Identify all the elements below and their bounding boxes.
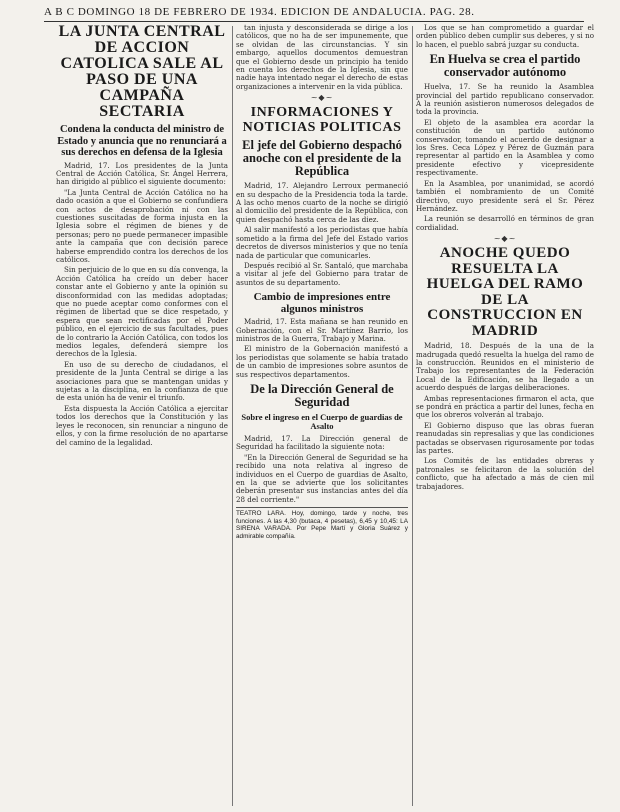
- paragraph: Al salir manifestó a los periodistas que había sometido a la firma del Jefe del Estado varios decretos de diversos ministerios y que no tenía nada de particular que comunicarles.: [236, 225, 408, 260]
- paragraph: Sin perjuicio de lo que en su día convenga, la Acción Católica ha creído un deber hacer constar ante el Gobierno y ante la opinión su disconformidad con las medidas adoptadas; que no puede aceptar como conformes con el régimen de libertad que se dice respetado, y espera que sean rectificadas por el Poder público, en el ejercicio de sus facultades, pues de lo contrario la Acción Católica, con todos los medios legales, defenderá siempre los derechos de la Iglesia.: [56, 265, 228, 359]
- article-title-seguridad: De la Dirección General de Seguridad: [250, 381, 394, 409]
- page-header: A B C DOMINGO 18 DE FEBRERO DE 1934. EDICION DE ANDALUCIA. PAG. 28.: [44, 6, 475, 18]
- paragraph: Huelva, 17. Se ha reunido la Asamblea provincial del partido republicano conservador. A la reunión asistieron numerosos delegados de toda la provincia.: [416, 82, 594, 117]
- headline-huelga-construccion: ANOCHE QUEDO RESUELTA LA HUELGA DEL RAMO DE LA CONSTRUCCION EN MADRID: [426, 245, 584, 339]
- paragraph: El objeto de la asamblea era acordar la constitución de un partido autónomo conservador, tomando el acuerdo de designar a los Sres. Ceca López y Pérez de Guzmán para representar al partido en la Asamblea y como presidente efectivo y vicepresidente respectivamente.: [416, 117, 594, 178]
- paragraph: Ambas representaciones firmaron el acta, que se pondrá en práctica a partir del lunes, fecha en que los obreros volverán al trabajo.: [416, 393, 594, 420]
- paragraph: La reunión se desarrolló en términos de gran cordialidad.: [416, 214, 594, 232]
- column-2: [236, 24, 408, 541]
- ornament-divider: ~◆~: [493, 234, 517, 244]
- paragraph: "En la Dirección General de Seguridad se ha recibido una nota relativa al ingreso de individuos en el Cuerpo de guardias de Asalto, en la que se advierte que los solicitantes deberán presentar sus instancias antes del día 28 del corriente.": [236, 452, 408, 504]
- paragraph: Madrid, 17. Esta mañana se han reunido en Gobernación, con el Sr. Martínez Barrio, los ministros de la Guerra, Trabajo y Marina.: [236, 317, 408, 343]
- column-3: [416, 24, 594, 493]
- article-title-jefe-gobierno: El jefe del Gobierno despachó anoche con el presidente de la República: [242, 138, 402, 179]
- paragraph: Los Comités de las entidades obreras y patronales se felicitaron de la solución del conflicto, que ha afectado a más de cien mil trabajadores.: [416, 456, 594, 491]
- column-1: [56, 24, 228, 449]
- article-subtitle-seguridad: Sobre el ingreso en el Cuerpo de guardias de Asalto: [241, 411, 403, 432]
- paragraph: Madrid, 17. Alejandro Lerroux permaneció en su despacho de la Presidencia toda la tarde. A las ocho menos cuarto de la noche se dirigió al domicilio del presidente de la República, con quien despachó hasta cerca de las diez.: [236, 181, 408, 224]
- paragraph: El Gobierno dispuso que las obras fueran reanudadas sin represalias y que las condiciones pactadas se observasen rigurosamente por todas las partes.: [416, 420, 594, 455]
- paragraph: El ministro de la Gobernación manifestó a los periodistas que solamente se había tratado de un cambio de impresiones sobre asuntos de sus respectivos departamentos.: [236, 344, 408, 379]
- paragraph: Esta dispuesta la Acción Católica a ejercitar todos los derechos que la Constitución y las leyes le reconocen, sin renunciar a ninguno de ellos, y con la firme resolución de no apartarse del camino de la legalidad.: [56, 403, 228, 447]
- ornament-divider: ~◆~: [310, 93, 334, 103]
- paragraph: Madrid, 18. Después de la una de la madrugada quedó resuelta la huelga del ramo de la construcción. Reunidos en el ministerio de Trabajo los representantes de la Federación Local de la Edificación, se ha llegado a un acuerdo después de largas deliberaciones.: [416, 341, 594, 393]
- paragraph: tan injusta y desconsiderada se dirige a los católicos, que no ha de ser impunemente, que se olvidan de las circunstancias. Y sin embargo, aquellos documentos demuestran que el Gobierno desde un principio ha tenido en cuenta los derechos de la Iglesia, sin que nadie haya intentado negar el derecho de estas organizaciones a intervenir en la vida pública.: [236, 24, 408, 91]
- section-title-politicas: INFORMACIONES Y NOTICIAS POLITICAS: [242, 105, 402, 136]
- paragraph: Después recibió al Sr. Santaló, que marchaba a visitar al jefe del Gobierno para tratar de asuntos de su departamento.: [236, 260, 408, 287]
- paragraph: Los que se han comprometido a guardar el orden público deben cumplir sus deberes, y si no lo hacen, el pueblo sabrá juzgar su conducta.: [416, 24, 594, 49]
- paragraph: Madrid, 17. La Dirección general de Seguridad ha facilitado la siguiente nota:: [236, 433, 408, 452]
- paragraph: En uso de su derecho de ciudadanos, el presidente de la Junta Central se dirige a las asociaciones para que se mantengan unidas y sujetas a la disciplina, en la confianza de que de esta unión ha de venir el triunfo.: [56, 359, 228, 403]
- article-title-huelva: En Huelva se crea el partido conservador autónomo: [429, 52, 581, 80]
- paragraph: En la Asamblea, por unanimidad, se acordó también el nombramiento de un Comité directivo, cuyo presidente será el Sr. Pérez Hernández.: [416, 178, 594, 213]
- column-divider: [232, 26, 233, 806]
- subhead-accion-catolica: Condena la conducta del ministro de Estado y anuncia que no renunciará a sus derechos en defensa de la Iglesia: [57, 124, 227, 158]
- article-title-ministros: Cambio de impresiones entre algunos ministros: [253, 291, 391, 316]
- headline-accion-catolica: LA JUNTA CENTRAL DE ACCION CATOLICA SALE AL PASO DE UNA CAMPAÑA SECTARIA: [58, 24, 226, 120]
- paragraph: Madrid, 17. Los presidentes de la Junta Central de Acción Católica, Sr. Ángel Herrera, han dirigido al público el siguiente documento:: [56, 160, 228, 187]
- paragraph: "La Junta Central de Acción Católica no ha dado ocasión a que el Gobierno se confundiera con actos de desaprobación ni con las cuestiones suscitadas de forma injusta en la Iglesia sobre el régimen de bienes y de personas; pero no puede permanecer impasible ante la campaña que con decisión parece haberse emprendido contra los derechos de los católicos.: [56, 187, 228, 264]
- theatre-notice: TEATRO LARA. Hoy, domingo, tarde y noche, tres funciones. A las 4,30 (butaca, 4 pesetas), 6,45 y 10,45: LA SIRENA VARADA. Por Pepe Martí y Gloria Suárez y admirable compañía.: [236, 507, 408, 540]
- header-rule: [44, 21, 584, 22]
- column-divider: [412, 26, 413, 806]
